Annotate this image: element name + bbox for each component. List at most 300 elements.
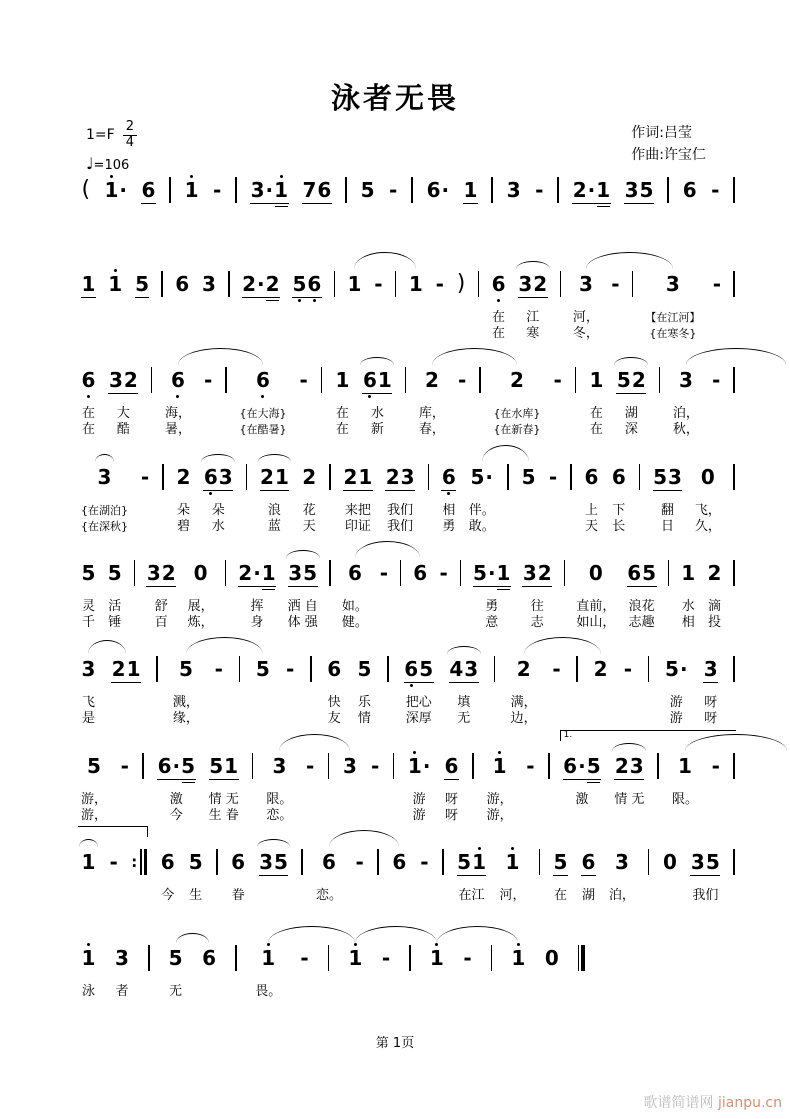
bar-token (732, 178, 736, 248)
note-token (107, 368, 139, 438)
barline (428, 465, 430, 489)
bar-token (569, 465, 573, 535)
note-group (342, 754, 357, 778)
lyric-syllable: 千 (81, 615, 95, 630)
barline (733, 465, 735, 489)
note-group (473, 561, 511, 585)
system-9 (80, 946, 586, 1016)
note-group (426, 178, 450, 202)
note-group (578, 272, 593, 296)
note-group (449, 657, 479, 681)
note-char: - (712, 272, 721, 296)
note-token (80, 368, 97, 438)
lyric-syllable: 呀 (444, 792, 458, 807)
note-char: 3 (522, 561, 537, 585)
note-token (710, 754, 721, 824)
note-token (369, 754, 380, 824)
note-group (81, 178, 91, 202)
note-token (80, 272, 97, 342)
note-group (420, 850, 429, 874)
barline (733, 178, 735, 202)
note-group (213, 178, 222, 202)
note-char: 3 (259, 850, 274, 874)
note-char: 2 (424, 368, 439, 392)
barline (169, 178, 171, 202)
note-char: 6 (202, 946, 217, 970)
slur-arc (95, 454, 114, 462)
barline (667, 178, 669, 202)
note-group (616, 368, 646, 392)
barline (228, 272, 230, 296)
note-token (254, 946, 282, 1016)
note-token (298, 368, 309, 438)
note-char: - (286, 657, 295, 681)
note-token (510, 946, 527, 1016)
note-group (424, 368, 439, 392)
note-group (104, 178, 128, 202)
note-char: 3 (464, 657, 479, 681)
note-group (491, 272, 506, 296)
lyric-syllable: 游， (486, 792, 513, 807)
note-char: 2 (123, 368, 138, 392)
note-token (456, 850, 488, 920)
note-char: 3 (614, 850, 629, 874)
note-group (553, 850, 568, 874)
bar-token (556, 178, 560, 248)
lyric-syllable: 相 (681, 615, 695, 630)
note-group (707, 561, 722, 585)
bar-token (224, 561, 228, 631)
note-char: 6 (231, 850, 246, 874)
lyric-syllable: 边， (510, 711, 537, 726)
bar-token (732, 850, 736, 920)
note-group (711, 754, 720, 778)
note-token (347, 946, 364, 1016)
note-group (682, 178, 697, 202)
lyric-syllable: 天 (302, 519, 316, 534)
bar-token (130, 850, 148, 920)
note-char: 2 (516, 657, 531, 681)
time-signature (123, 120, 137, 151)
lyric-syllable: 在 (554, 888, 568, 903)
bar-token (658, 368, 662, 438)
lyric-syllable: 在 (81, 406, 95, 421)
note-group (463, 946, 472, 970)
bar-token (732, 561, 736, 631)
note-token (391, 850, 408, 920)
note-token (183, 178, 200, 248)
barline (246, 465, 248, 489)
note-char: - (711, 754, 720, 778)
barline (400, 561, 402, 585)
note-group (711, 368, 720, 392)
note-token (710, 368, 721, 438)
lyric-syllable: 在 (81, 422, 95, 437)
note-token (159, 850, 176, 920)
volta-label: 1. (563, 730, 573, 740)
note-char: 0 (662, 850, 677, 874)
note-char: 6 (584, 465, 599, 489)
note-char: 6 (682, 178, 697, 202)
note-token (434, 272, 445, 342)
note-token (575, 561, 616, 631)
lyric-syllable: 无 (457, 711, 471, 726)
note-group (458, 368, 467, 392)
bar-token (732, 465, 736, 535)
note-group (171, 368, 186, 392)
barline (328, 754, 330, 778)
note-token (380, 946, 391, 1016)
note-group (260, 465, 290, 489)
final-barline (578, 946, 585, 970)
note-token (341, 561, 369, 631)
lyric-syllable: 我们 (387, 503, 414, 518)
note-group (176, 465, 191, 489)
key-signature: 1=F (86, 127, 115, 144)
barline (151, 368, 153, 392)
note-group (665, 272, 680, 296)
note-char: 3 (115, 946, 129, 970)
barline (657, 754, 659, 778)
note-group (250, 178, 288, 202)
note-group (385, 465, 415, 489)
lyric-syllable: 久， (694, 519, 721, 534)
note-char: 1 (335, 368, 350, 392)
note-char: 5 (178, 657, 193, 681)
note-char: - (214, 657, 223, 681)
note-token (689, 850, 721, 920)
note-token (547, 465, 558, 535)
note-char: 2 (572, 178, 587, 202)
lyric-syllable: 水 (370, 406, 384, 421)
note-group (357, 657, 372, 681)
note-char: - (299, 368, 308, 392)
note-char: 6 (327, 657, 342, 681)
note-token (174, 272, 191, 342)
barline (310, 657, 312, 681)
note-group (107, 561, 122, 585)
note-char: 5 (705, 850, 720, 874)
note-char: 1 (108, 272, 123, 296)
note-row (80, 946, 586, 1016)
note-group (299, 368, 308, 392)
lyric-syllable: 河， (499, 888, 526, 903)
repeat-barline (131, 850, 147, 874)
note-token (661, 850, 678, 920)
note-char: 6 (175, 272, 190, 296)
note-token (521, 561, 553, 631)
bar-token (638, 465, 642, 535)
note-token (326, 657, 343, 727)
note-char: · (257, 272, 265, 296)
note-token (202, 465, 234, 535)
note-group (255, 657, 270, 681)
note-char: 1 (224, 754, 239, 778)
note-char: 5 (586, 754, 601, 778)
note-token (134, 272, 151, 342)
note-row (80, 754, 736, 824)
lyric-syllable: 畏。 (255, 984, 282, 999)
lyric-syllable: 在江 (458, 888, 485, 903)
note-group (157, 754, 195, 778)
note-char: 2 (260, 465, 274, 489)
note-group (429, 946, 444, 970)
note-char: 6 (347, 561, 362, 585)
note-group (140, 465, 149, 489)
note-group (614, 754, 644, 778)
note-char: 3 (578, 272, 593, 296)
note-token (468, 465, 496, 535)
note-char: - (388, 178, 398, 202)
watermark-link[interactable]: jianpu.cn (717, 1095, 782, 1111)
note-token (139, 465, 150, 535)
lyric-syllable: 【在江河】 (645, 311, 701, 324)
note-token (448, 657, 480, 727)
note-char: 6 (317, 178, 332, 202)
note-group (120, 754, 129, 778)
note-token (592, 657, 609, 727)
watermark-site-name: 歌谱简谱网 (643, 1095, 714, 1111)
barline (409, 946, 411, 970)
bar-token (732, 657, 736, 727)
barline (632, 272, 634, 296)
note-group (141, 178, 156, 202)
bar-token (478, 368, 482, 438)
note-char: · (253, 561, 261, 585)
lyric-syllable: 游 (412, 792, 426, 807)
note-char: 3 (272, 754, 287, 778)
bar-token (631, 272, 635, 342)
note-token (304, 754, 315, 824)
lyric-syllable: 碧 (176, 519, 190, 534)
lyric-syllable: 游， (81, 792, 108, 807)
system-8 (80, 850, 736, 920)
bar-token (227, 272, 231, 342)
barline (491, 178, 493, 202)
note-char: 1 (377, 368, 392, 392)
lyric-syllable: 呀 (444, 808, 458, 823)
slur-arc (329, 830, 399, 847)
note-char: 5 (616, 368, 631, 392)
note-char: 6 (491, 272, 506, 296)
note-char: 5 (274, 850, 288, 874)
note-group (381, 946, 390, 970)
slur-arc (516, 261, 550, 269)
note-group (681, 561, 696, 585)
note-group (552, 657, 561, 681)
barline (479, 368, 481, 392)
note-char: 2 (238, 561, 253, 585)
note-group (548, 465, 557, 489)
note-group (347, 272, 362, 296)
lyric-syllable: 意 (485, 615, 499, 630)
lyric-syllable: 友 (327, 711, 341, 726)
note-char: - (611, 272, 620, 296)
lyric-syllable: 飞， (694, 503, 721, 518)
lyricist-credit: 作词:吕莹 (631, 125, 692, 141)
note-char: · (587, 178, 596, 202)
note-group (202, 946, 217, 970)
note-char: 5 (181, 754, 196, 778)
note-char: 2 (302, 465, 317, 489)
note-group (108, 368, 138, 392)
bar-token (238, 657, 242, 727)
barline (252, 754, 254, 778)
lyric-syllable: 游 (669, 711, 683, 726)
note-char: · (485, 465, 493, 489)
note-char: ) (456, 271, 466, 296)
barline (548, 754, 550, 778)
note-char: - (204, 368, 213, 392)
barline (460, 561, 462, 585)
lyric-syllable: 下 (612, 503, 626, 518)
lyric-syllable: 生 (189, 888, 203, 903)
note-group (184, 178, 199, 202)
lyric-syllable: 秋， (672, 422, 699, 437)
barline (161, 272, 163, 296)
note-char: 2 (161, 561, 176, 585)
slur-arc (355, 541, 420, 558)
lyric-syllable: 泊， (608, 888, 635, 903)
lyric-syllable: 泊， (672, 406, 699, 421)
system-4 (80, 465, 736, 535)
note-char: 3 (342, 754, 357, 778)
note-token (187, 561, 215, 631)
note-token (167, 946, 184, 1016)
note-row (80, 561, 736, 631)
lyric-syllable: 情 (357, 711, 371, 726)
bar-token (666, 178, 670, 248)
note-group (347, 561, 362, 585)
slur-arc (257, 839, 291, 847)
lyric-syllable: 海， (164, 406, 191, 421)
barline (148, 946, 150, 970)
note-group (470, 465, 494, 489)
note-char: 1 (348, 946, 363, 970)
slur-arc (88, 640, 126, 654)
note-group (204, 368, 213, 392)
note-group (305, 754, 314, 778)
note-char: 2 (509, 368, 524, 392)
barline (216, 850, 218, 874)
barline (225, 561, 227, 585)
note-group (588, 561, 603, 585)
note-group (178, 657, 193, 681)
lyric-syllable: 游， (486, 808, 513, 823)
note-char: 1 (472, 850, 486, 874)
lyric-syllable: 眷 (231, 888, 245, 903)
volta-bracket (560, 730, 736, 741)
tempo-marking (86, 154, 137, 173)
note-char: 6 (81, 368, 96, 392)
note-char: 3 (665, 272, 680, 296)
lyric-syllable: 在 (335, 422, 349, 437)
note-char: 1 (463, 178, 478, 202)
note-char: - (535, 178, 544, 202)
barline (659, 368, 661, 392)
note-group (509, 368, 524, 392)
note-group (653, 465, 683, 489)
note-char: · (119, 178, 128, 202)
note-char: 1 (274, 465, 289, 489)
note-group (457, 850, 487, 874)
bar-token (538, 850, 542, 920)
note-group (188, 850, 203, 874)
note-token (212, 178, 223, 248)
note-char: 1 (81, 850, 96, 874)
lyric-syllable: 伴。 (468, 503, 495, 518)
note-token (543, 946, 560, 1016)
bar-token (563, 561, 567, 631)
system-1 (80, 178, 736, 248)
note-token (265, 754, 293, 824)
note-token (711, 272, 722, 342)
slur-arc (178, 348, 263, 365)
barline (329, 465, 331, 489)
lyric-syllable: 在 (492, 310, 506, 325)
time-signature-denominator: 4 (125, 134, 134, 150)
note-token (490, 272, 507, 342)
note-token (108, 850, 119, 920)
barline (733, 657, 735, 681)
lyric-syllable: 游 (669, 695, 683, 710)
note-token (664, 657, 690, 727)
lyric-syllable: 是 (81, 711, 95, 726)
note-token (285, 657, 296, 727)
note-char: - (355, 850, 364, 874)
barline (733, 850, 735, 874)
lyric-syllable: {在酷暑} (239, 423, 287, 436)
slur-arc (354, 252, 415, 269)
note-char: 3 (678, 368, 693, 392)
bar-token (490, 946, 494, 1016)
lyric-syllable: 在 (589, 406, 603, 421)
note-char: 5 (107, 561, 122, 585)
slur-arc (279, 734, 350, 751)
bar-token (477, 272, 481, 342)
bar-token (300, 850, 304, 920)
note-token (438, 561, 449, 631)
bar-token (234, 178, 238, 248)
note-char: - (439, 561, 448, 585)
note-char: 1 (81, 946, 96, 970)
note-char: - (109, 850, 118, 874)
note-char: 1 (681, 561, 696, 585)
note-group (584, 465, 599, 489)
system-2 (80, 272, 736, 342)
bar-token (732, 272, 736, 342)
note-char: 1 (589, 368, 604, 392)
note-group (518, 272, 548, 296)
note-token (361, 368, 393, 438)
barline (301, 850, 303, 874)
lyric-syllable: 朵 (176, 503, 190, 518)
note-char: ( (81, 177, 91, 202)
note-group (146, 561, 176, 585)
note-group (261, 946, 276, 970)
note-token (571, 178, 611, 248)
note-char: 3 (288, 561, 303, 585)
lyric-syllable: 湖 (581, 888, 595, 903)
note-token (237, 561, 277, 631)
note-char: 3 (108, 368, 123, 392)
note-token (140, 178, 157, 248)
barline (156, 657, 158, 681)
note-char: 3 (668, 465, 682, 489)
lyric-syllable: 呀 (704, 695, 718, 710)
note-char: 3 (506, 178, 521, 202)
lyric-syllable: 直前， (576, 599, 616, 614)
